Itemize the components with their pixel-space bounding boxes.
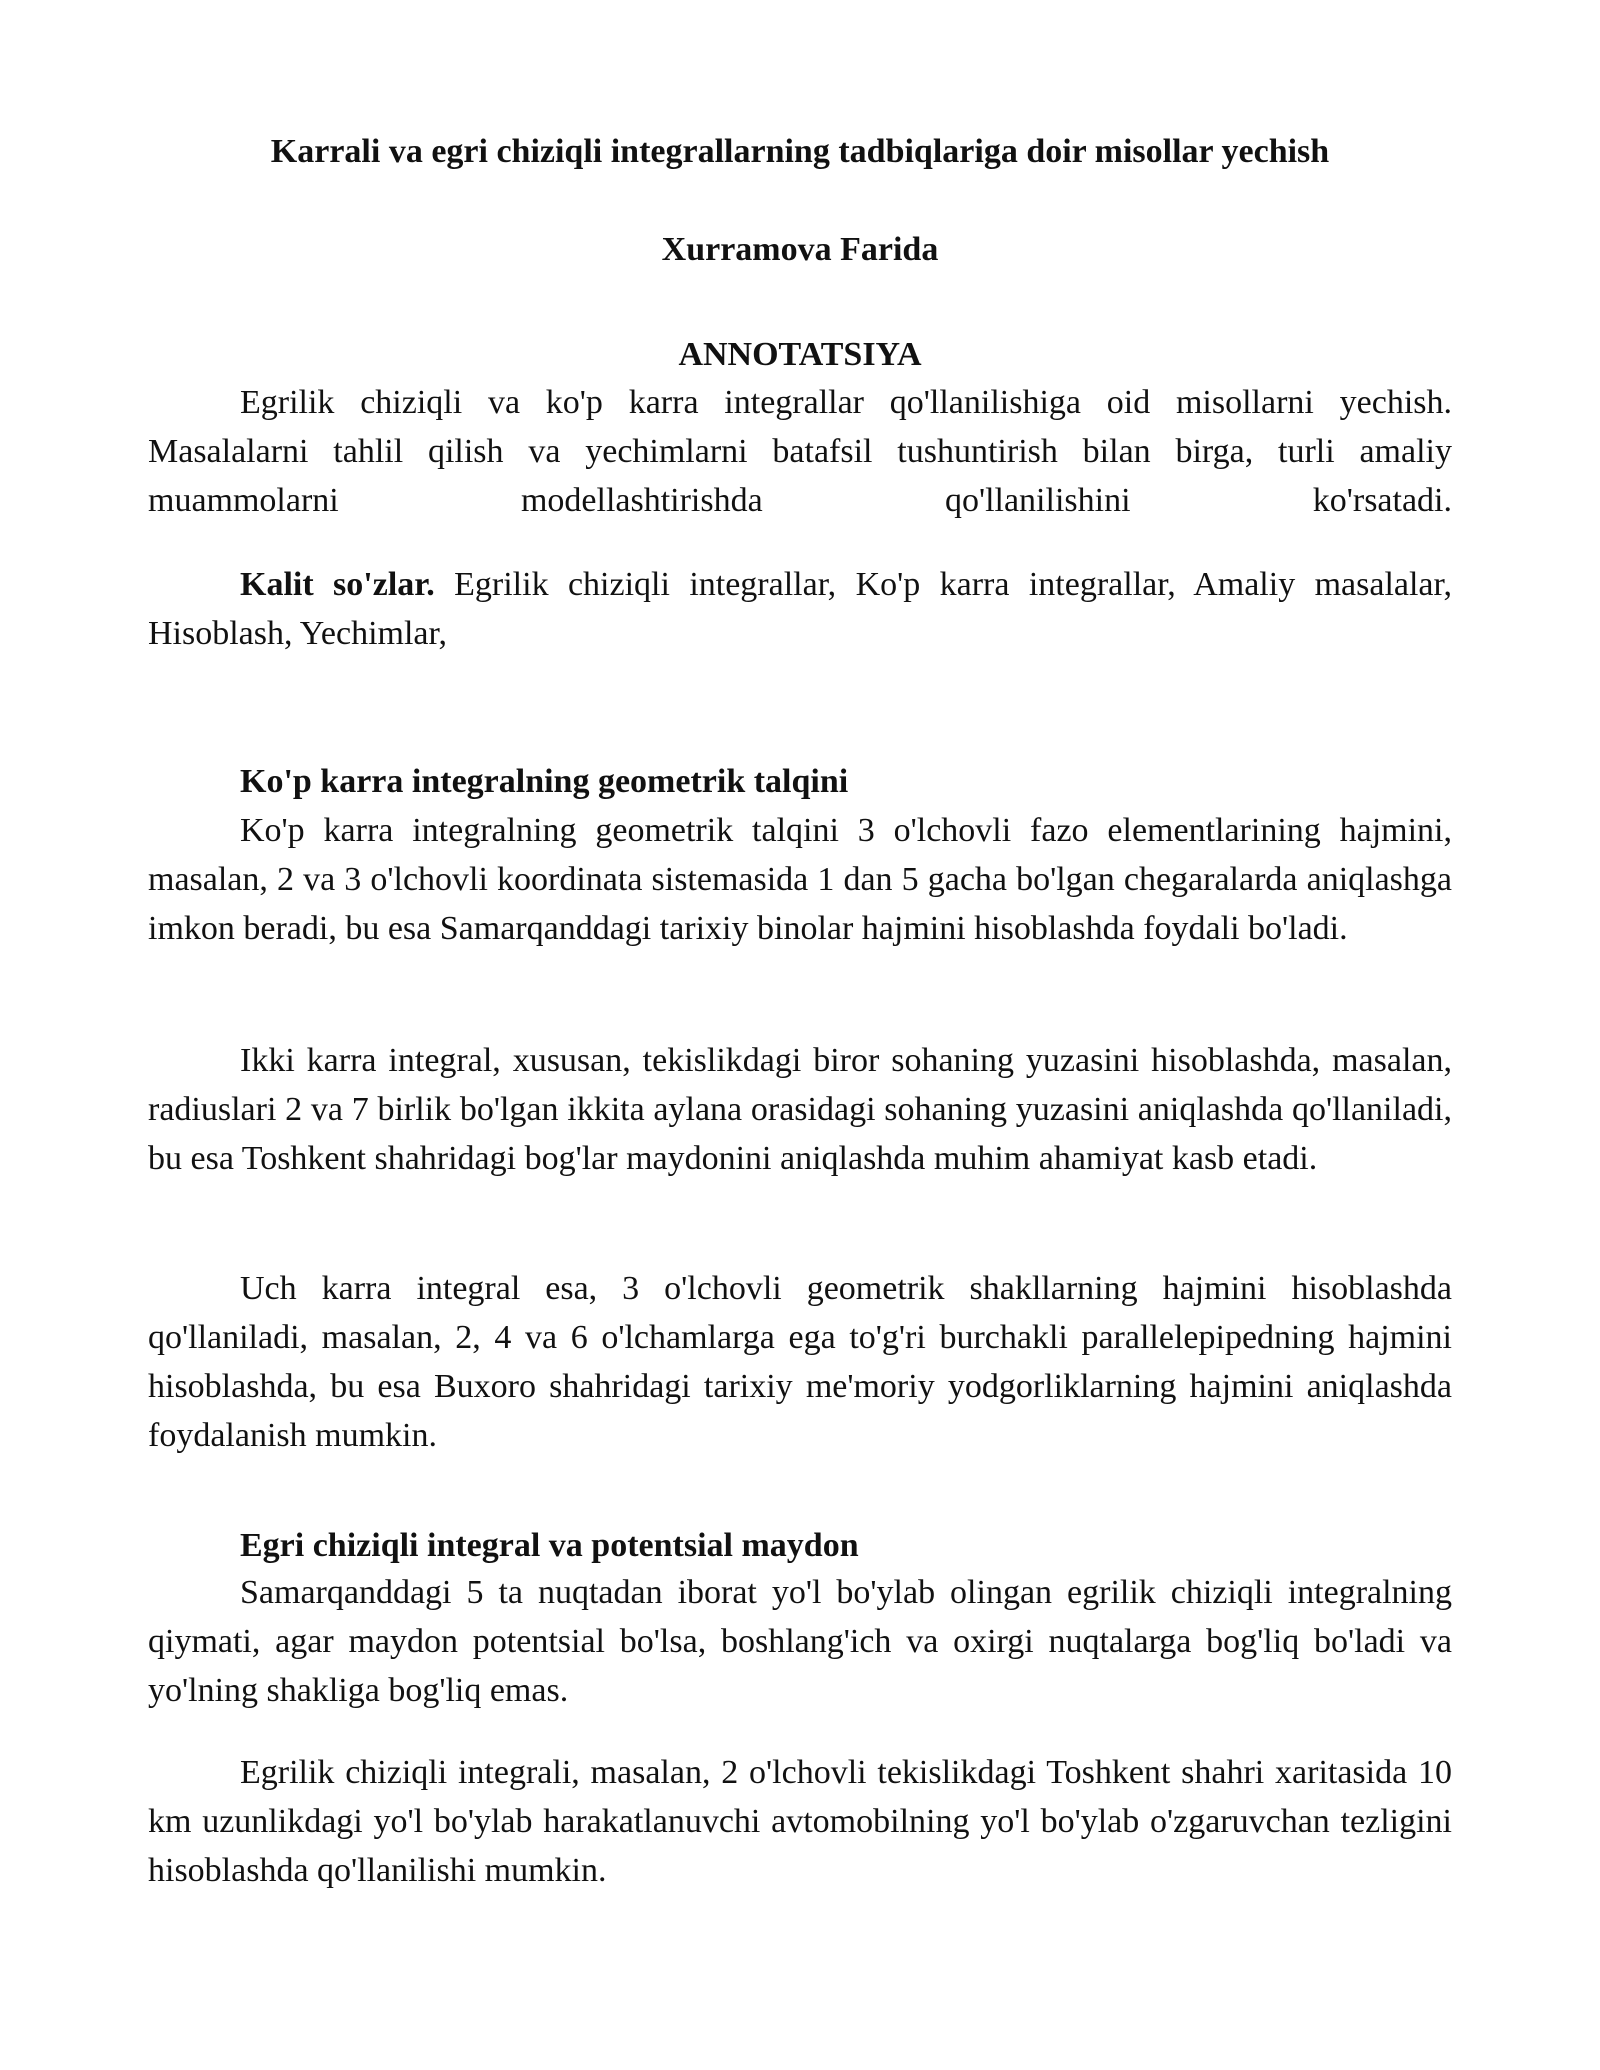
abstract-text: Egrilik chiziqli va ko'p karra integrallar qo'llanilishiga oid misollarni yechish. Masalalarni tahlil qilish va yechimlarni batafsil tushuntirish bilan birga, turli amaliy muammolarni modellashtirishda qo'llanilishini ko'rsatadi.	[148, 384, 1452, 519]
paper-title: Karrali va egri chiziqli integrallarning tadbiqlariga doir misollar yechish	[270, 133, 1330, 170]
keywords-text: Egrilik chiziqli integrallar, Ko'p karra integrallar, Amaliy masalalar, Hisoblash, Yechimlar,	[148, 566, 1452, 652]
paper-author: Xurramova Farida	[661, 231, 939, 268]
section-paragraph: Egrilik chiziqli integrali, masalan, 2 o'lchovli tekislikdagi Toshkent shahri xaritasida 10 km uzunlikdagi yo'l bo'ylab harakatlanuvchi avtomobilning yo'l bo'ylab o'zgaruvchan tezligini hisoblashda qo'llanilishi mumkin.	[148, 1754, 1452, 1889]
section-paragraph: Uch karra integral esa, 3 o'lchovli geometrik shakllarning hajmini hisoblashda qo'llaniladi, masalan, 2, 4 va 6 o'lchamlarga ega to'g'ri burchakli parallelepipedning hajmini hisoblashda, bu esa Buxoro shahridagi tarixiy me'moriy yodgorliklarning hajmini aniqlashda foydalanish mumkin.	[148, 1270, 1452, 1454]
abstract-heading: ANNOTATSIYA	[678, 336, 922, 373]
keywords-paragraph	[148, 560, 1452, 658]
section-heading-potential: Egri chiziqli integral va potentsial maydon	[240, 1527, 859, 1564]
section-paragraph: Ko'p karra integralning geometrik talqini 3 o'lchovli fazo elementlarining hajmini, masalan, 2 va 3 o'lchovli koordinata sistemasida 1 dan 5 gacha bo'lgan chegaralarda aniqlashga imkon beradi, bu esa Samarqanddagi tarixiy binolar hajmini hisoblashda foydali bo'ladi.	[148, 812, 1452, 947]
section-heading-geometric: Ko'p karra integralning geometrik talqini	[240, 763, 849, 800]
section-paragraph: Samarqanddagi 5 ta nuqtadan iborat yo'l bo'ylab olingan egrilik chiziqli integralning qiymati, agar maydon potentsial bo'lsa, boshlang'ich va oxirgi nuqtalarga bog'liq bo'ladi va yo'lning shakliga bog'liq emas.	[148, 1574, 1452, 1709]
keywords-label: Kalit so'zlar.	[240, 566, 435, 603]
section-paragraph: Ikki karra integral, xususan, tekislikdagi biror sohaning yuzasini hisoblashda, masalan, radiuslari 2 va 7 birlik bo'lgan ikkita aylana orasidagi sohaning yuzasini aniqlashda qo'llaniladi, bu esa Toshkent shahridagi bog'lar maydonini aniqlashda muhim ahamiyat kasb etadi.	[148, 1042, 1452, 1177]
